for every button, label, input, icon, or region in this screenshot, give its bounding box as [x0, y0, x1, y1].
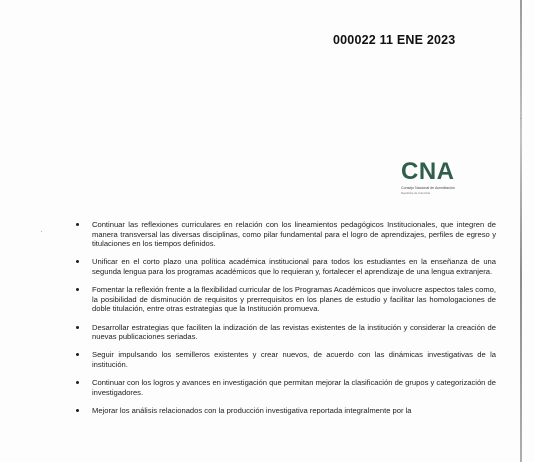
- logo-mark: CNA: [401, 158, 455, 185]
- list-item-text: Fomentar la reflexión frente a la flexibilidad curricular de los Programas Académicos que involucre aspectos tales como, la posibilidad de disminución de requisitos y prerrequisitos en los planes de estudio y facilitar las homologaciones de doble titulación, entre otras estrategias que la Institución promueva.: [92, 285, 496, 314]
- list-item-text: Unificar en el corto plazo una política académica institucional para todos los estudiantes en la enseñanza de una segunda lengua para los programas académicos que lo requieran y, fortalecer el aprendizaje de una lengua extranjera.: [92, 257, 496, 276]
- list-item-text: Continuar las reflexiones curriculares en relación con los lineamientos pedagógicos Institucionales, que integren de manera transversal las diversas disciplinas, como pilar fundamental para el logro de aprendizajes, perfiles de egreso y titulaciones en los tiempos definidos.: [92, 220, 496, 249]
- list-item: [76, 378, 496, 397]
- bullet-icon: [76, 223, 79, 226]
- bullet-icon: [76, 288, 79, 291]
- list-item: [76, 406, 496, 416]
- bullet-icon: [76, 353, 79, 356]
- bullet-icon: [76, 260, 79, 263]
- list-item-text: Seguir impulsando los semilleros existentes y crear nuevos, de acuerdo con las dinámicas investigativas de la institución.: [92, 350, 496, 369]
- resolution-reference: 000022 11 ENE 2023: [333, 33, 456, 47]
- list-item-text: Continuar con los logros y avances en investigación que permitan mejorar la clasificación de grupos y categorización de investigadores.: [92, 378, 496, 397]
- list-item: [76, 323, 496, 342]
- list-item: [76, 220, 496, 249]
- scan-speck: [520, 118, 521, 119]
- scan-edge: [520, 0, 522, 462]
- list-item: [76, 350, 496, 369]
- recommendations-list: [76, 220, 496, 424]
- bullet-icon: [76, 381, 79, 384]
- logo-country: República de Colombia: [401, 191, 430, 195]
- list-item-text: Desarrollar estrategias que faciliten la indización de las revistas existentes de la institución y considerar la creación de nuevas publicaciones seriadas.: [92, 322, 496, 342]
- bullet-icon: [76, 326, 79, 329]
- cna-logo: [401, 160, 491, 200]
- list-item: [76, 285, 496, 314]
- list-item-text: Mejorar los análisis relacionados con la producción investigativa reportada integralmente por la: [92, 405, 412, 415]
- list-item: [76, 257, 496, 276]
- scan-speck: [41, 231, 42, 232]
- logo-subtitle: Consejo Nacional de Acreditación: [401, 186, 455, 190]
- bullet-icon: [76, 409, 79, 412]
